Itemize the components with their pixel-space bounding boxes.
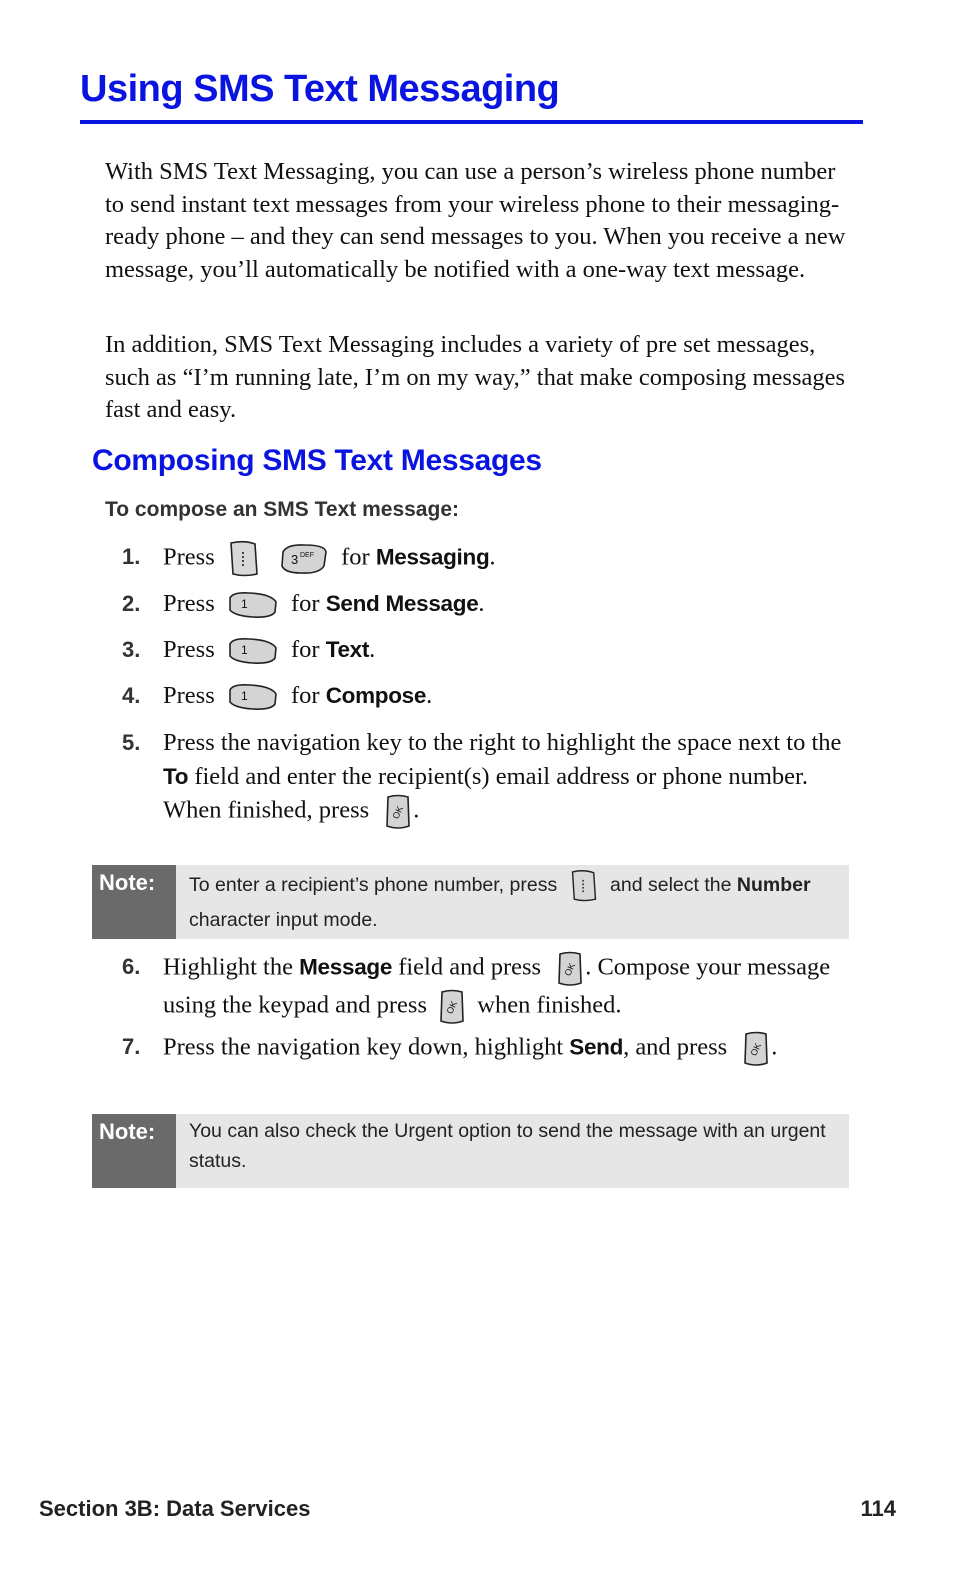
punctuation: .	[771, 1033, 778, 1061]
step-number: 1.	[122, 544, 141, 569]
ok-key-icon	[383, 793, 413, 831]
intro-paragraph-1: With SMS Text Messaging, you can use a person’s wireless phone number to send instant text messages from your wireless phone to their messaging-ready phone – and they can send messages to you. When you receive a new message, you’ll automatically be notified with a one-way text message.	[105, 158, 846, 283]
menu-item-send: Send	[569, 1034, 624, 1060]
svg-text:1: 1	[240, 689, 248, 704]
menu-item-send-message: Send Message	[325, 591, 479, 616]
menu-item-text: Text	[325, 637, 370, 662]
punctuation: .	[413, 796, 420, 824]
svg-text:OK: OK	[748, 1041, 764, 1058]
three-def-key-icon	[279, 542, 329, 576]
step-5	[122, 726, 862, 831]
step-text: Press the navigation key to the right to highlight the space next to the	[163, 729, 842, 756]
step-2	[122, 587, 862, 621]
step-text: for	[341, 543, 370, 571]
step-number: 2.	[122, 591, 141, 616]
step-3	[122, 633, 862, 667]
step-text: Press	[163, 682, 215, 709]
note-tab	[92, 865, 176, 939]
step-text: when finished.	[477, 991, 622, 1019]
step-text: Press	[163, 543, 215, 571]
step-6	[122, 950, 862, 1026]
footer-section-title: Section 3B: Data Services	[39, 1496, 311, 1521]
ok-key-icon	[555, 950, 585, 988]
one-key-icon	[227, 636, 279, 666]
note-text: You can also check the Urgent option to send the message with an urgent status.	[189, 1120, 826, 1172]
note-box-1	[92, 865, 849, 939]
note-text-part: and select the	[610, 874, 732, 897]
svg-text:DEF: DEF	[299, 552, 314, 559]
field-to: To	[163, 763, 189, 789]
step-text: . Compose your message using the keypad and press	[163, 953, 831, 1019]
step-number: 6.	[122, 954, 141, 979]
menu-key-icon	[569, 867, 599, 905]
page-number: 114	[860, 1496, 896, 1521]
step-number: 7.	[122, 1034, 141, 1059]
note-label: Note:	[99, 870, 156, 895]
svg-text:1: 1	[240, 597, 248, 612]
note-text-part: To enter a recipient’s phone number, press	[189, 874, 558, 897]
note-label: Note:	[99, 1119, 156, 1144]
step-text: for	[290, 590, 320, 617]
step-text: for	[290, 682, 320, 709]
step-4	[122, 679, 862, 713]
one-key-icon	[227, 590, 279, 620]
page-title: Using SMS Text Messaging	[80, 68, 560, 110]
svg-text:3: 3	[290, 552, 299, 567]
step-text: for	[290, 636, 320, 663]
note-box-2	[92, 1114, 849, 1188]
step-7	[122, 1030, 862, 1068]
ok-key-icon	[741, 1030, 771, 1068]
menu-key-icon	[227, 540, 261, 578]
one-key-icon	[227, 682, 279, 712]
svg-text:OK: OK	[444, 999, 460, 1016]
step-text: field and press	[398, 953, 542, 981]
step-text: Highlight the	[163, 953, 293, 981]
step-text: , and press	[623, 1033, 728, 1061]
note-text-part: character input mode.	[189, 909, 378, 931]
intro-paragraph-2: In addition, SMS Text Messaging includes a variety of pre set messages, such as “I’m running late, I’m on my way,” that make composing messages fast and easy.	[105, 331, 846, 423]
punctuation: .	[426, 682, 433, 709]
note-tab	[92, 1114, 176, 1188]
field-message: Message	[299, 954, 393, 980]
punctuation: .	[489, 543, 496, 571]
menu-item-compose: Compose	[325, 683, 427, 708]
input-mode-number: Number	[736, 874, 811, 897]
punctuation: .	[369, 636, 376, 663]
step-text: Press	[163, 636, 215, 663]
title-rule	[80, 120, 863, 124]
step-number: 3.	[122, 637, 141, 662]
ok-key-icon	[437, 988, 467, 1026]
step-text: field and enter the recipient(s) email address or phone number. When finished, press	[163, 762, 808, 824]
step-number: 4.	[122, 683, 141, 708]
section-heading: Composing SMS Text Messages	[92, 444, 542, 477]
step-number: 5.	[122, 730, 141, 755]
menu-item-messaging: Messaging	[375, 544, 490, 570]
step-text: Press	[163, 590, 215, 617]
svg-text:OK: OK	[390, 804, 406, 821]
instructions-label: To compose an SMS Text message:	[105, 498, 459, 521]
note-text	[189, 867, 844, 935]
svg-text:OK: OK	[562, 961, 578, 978]
step-1	[122, 540, 862, 578]
step-text: Press the navigation key down, highlight	[163, 1033, 564, 1061]
svg-text:1: 1	[240, 643, 248, 658]
punctuation: .	[478, 590, 485, 617]
